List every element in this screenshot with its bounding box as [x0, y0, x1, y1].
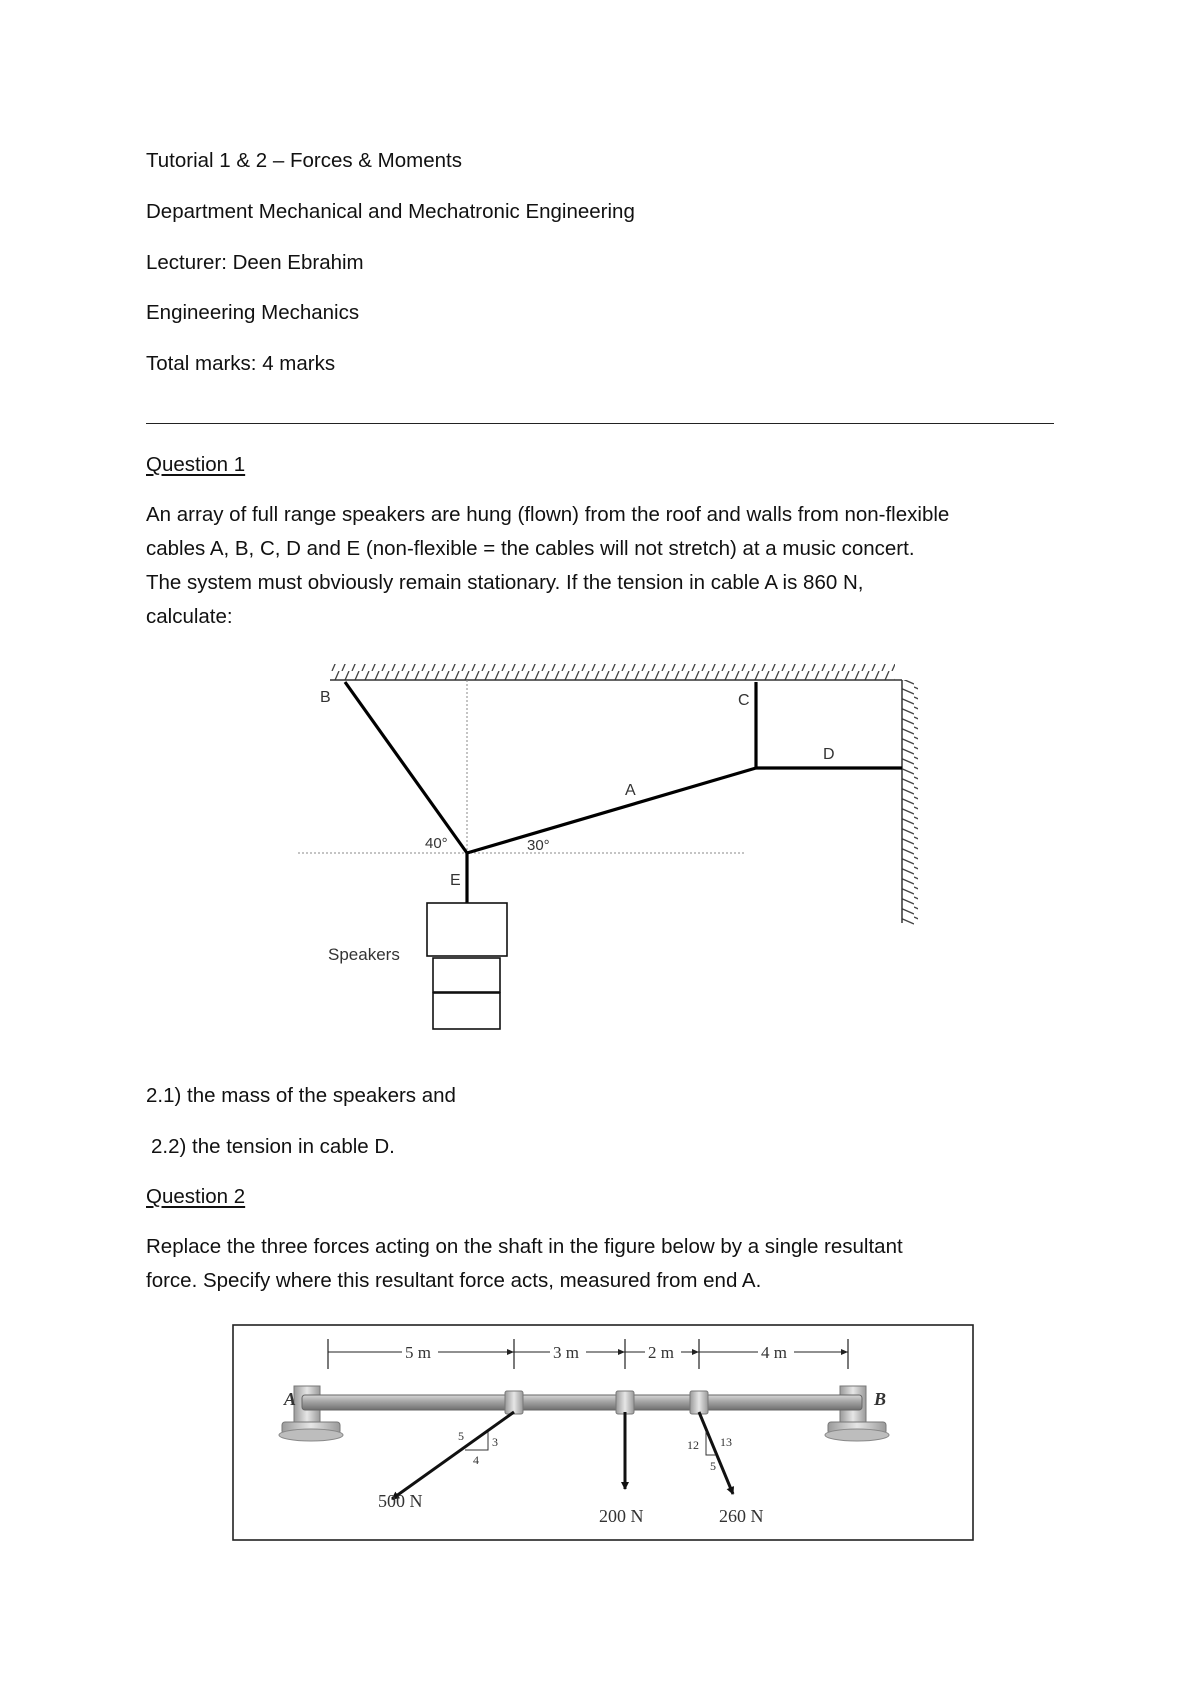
dimension-5m: 5 m [405, 1343, 431, 1362]
question-2-heading: Question 2 [146, 1185, 246, 1208]
angle-30-label: 30° [527, 837, 550, 854]
section-divider [146, 423, 1054, 424]
triangle-500n-hyp: 5 [458, 1429, 464, 1443]
dimension-4m: 4 m [761, 1343, 787, 1362]
speaker-top [427, 903, 507, 956]
angle-40-label: 40° [425, 835, 448, 852]
lecturer-line: Lecturer: Deen Ebrahim [146, 251, 364, 274]
cable-a [467, 768, 756, 853]
question-1-body [146, 498, 1076, 634]
support-a-foot [279, 1429, 343, 1441]
label-e: E [450, 872, 461, 889]
wall-hatching [902, 680, 918, 925]
label-d: D [823, 746, 835, 763]
question-1-line: The system must obviously remain stationary. If the tension in cable A is 860 N, [146, 571, 864, 594]
question-1-heading: Question 1 [146, 453, 246, 476]
total-marks-line: Total marks: 4 marks [146, 352, 336, 375]
cable-b [345, 682, 467, 853]
course-line: Engineering Mechanics [146, 301, 360, 324]
roof-hatching [330, 664, 895, 680]
triangle-500n-vert: 3 [492, 1435, 498, 1449]
label-b: B [320, 689, 331, 706]
collar-200n [616, 1391, 634, 1414]
label-a: A [625, 782, 636, 799]
collar-500n [505, 1391, 523, 1414]
triangle-260n-vert: 12 [687, 1438, 699, 1452]
triangle-500n-horiz: 4 [473, 1453, 479, 1467]
question-1-line: cables A, B, C, D and E (non-flexible = the cables will not stretch) at a music concert. [146, 537, 915, 560]
part-2-2: 2.2) the tension in cable D. [151, 1135, 395, 1158]
force-260n-label: 260 N [719, 1506, 764, 1526]
end-a-label: A [284, 1389, 297, 1409]
tutorial-title: Tutorial 1 & 2 – Forces & Moments [146, 149, 462, 172]
shaft [302, 1395, 862, 1410]
force-200n-label: 200 N [599, 1506, 644, 1526]
force-500n-label: 500 N [378, 1491, 423, 1511]
question-2-body [146, 1230, 1076, 1298]
label-c: C [738, 692, 750, 709]
department-line: Department Mechanical and Mechatronic Engineering [146, 200, 635, 223]
question-1-line: calculate: [146, 605, 233, 628]
support-b-foot [825, 1429, 889, 1441]
triangle-260n-hyp: 13 [720, 1435, 732, 1449]
collar-260n [690, 1391, 708, 1414]
speaker-bottom [433, 993, 500, 1029]
speaker-cable-figure [290, 655, 920, 1035]
dimension-3m: 3 m [553, 1343, 579, 1362]
speakers-label: Speakers [328, 945, 400, 964]
question-2-line: Replace the three forces acting on the shaft in the figure below by a single resultant [146, 1235, 903, 1258]
triangle-260n-horiz: 5 [710, 1459, 716, 1473]
end-b-label: B [874, 1389, 887, 1409]
dimension-2m: 2 m [648, 1343, 674, 1362]
part-2-1: 2.1) the mass of the speakers and [146, 1084, 456, 1107]
shaft-figure [232, 1324, 976, 1544]
question-2-line: force. Specify where this resultant force acts, measured from end A. [146, 1269, 762, 1292]
question-1-line: An array of full range speakers are hung (flown) from the roof and walls from non-flexible [146, 503, 950, 526]
speaker-middle [433, 958, 500, 992]
